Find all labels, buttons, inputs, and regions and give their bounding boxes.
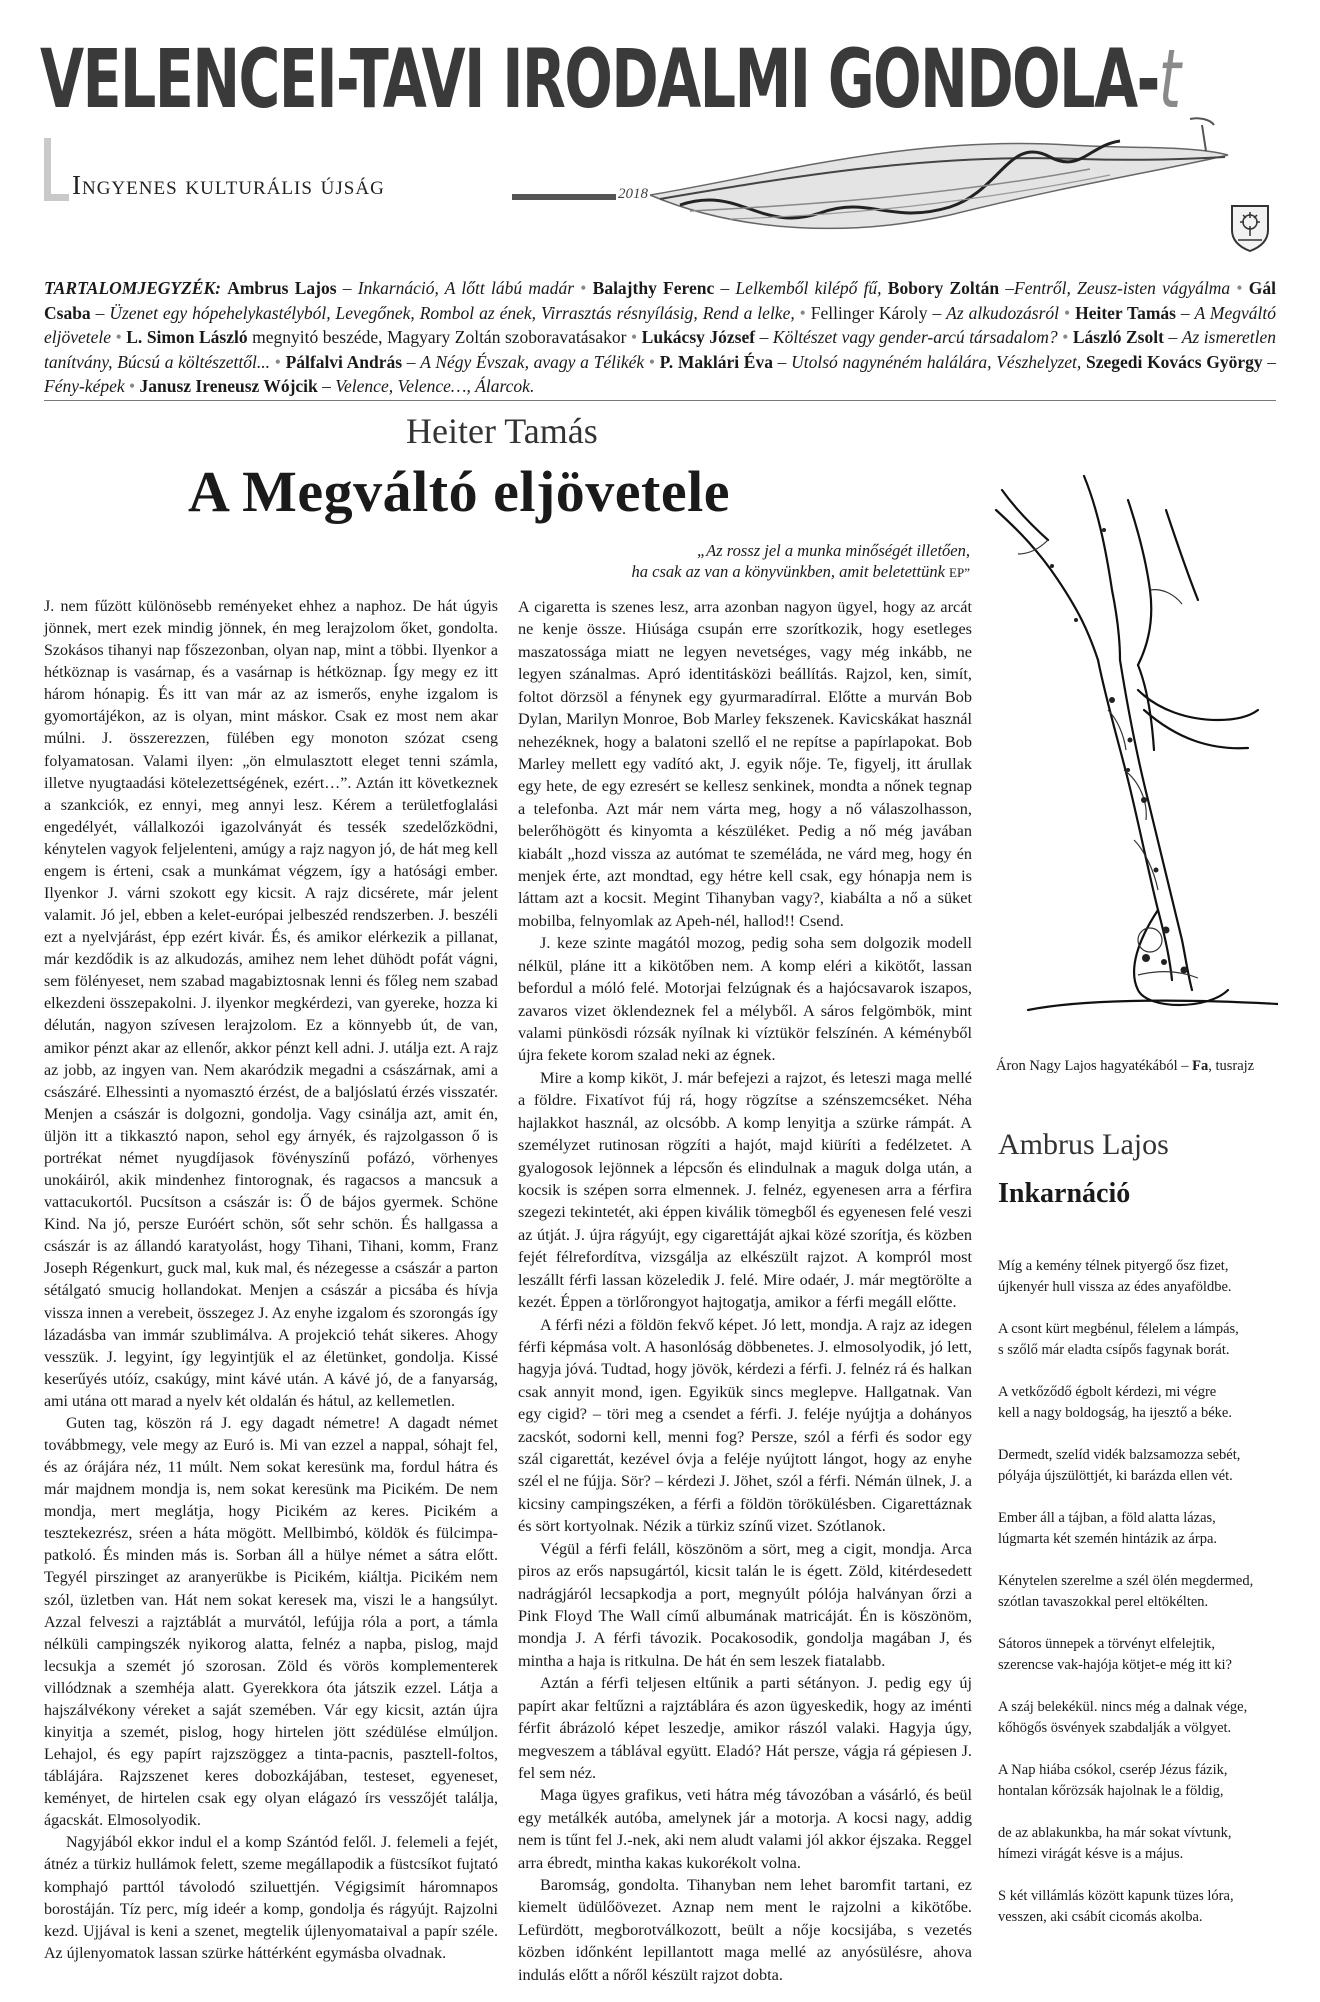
- toc-author: Lukácsy József: [641, 327, 756, 348]
- toc-author: Janusz Ireneusz Wójcik: [139, 376, 318, 397]
- paragraph: Maga ügyes grafikus, veti hátra még távozóban a vásárló, és beül egy metálkék autóba, amelynek jár a motorja. A kocsi nagy, addig nem is tűnt fel J.-nek, aki nem aludt valami jól akkor éjszaka. Reggel arra ébredt, mintha kakas kukorékolt volna.: [518, 1786, 972, 1872]
- poem-title: Inkarnáció: [998, 1178, 1131, 1209]
- poem-line: pólyája újszülöttjét, ki barázda ellen vét.: [998, 1468, 1233, 1484]
- article-title: A Megváltó eljövetele: [188, 459, 730, 524]
- toc-author: Szegedi Kovács György: [1085, 351, 1263, 372]
- toc-works: Fény-képek: [44, 376, 125, 397]
- poem-line: újkenyér hull vissza az édes anyaföldbe.: [998, 1279, 1232, 1295]
- toc-works: Az alkudozásról: [946, 302, 1060, 323]
- toc-author: L. Simon László: [126, 327, 248, 348]
- poem-stanza: [998, 1256, 1278, 1298]
- toc-author: Gál Csaba: [44, 278, 1276, 323]
- poem-line: lúgmarta két szemén hintázik az árpa.: [998, 1531, 1218, 1547]
- toc-author: Fellinger Károly: [810, 302, 928, 323]
- paragraph: J. nem fűzött különösebb reményeket ehhez a naphoz. De hát úgyis jönnek, mert ezek mindig jönnek, én meg lerajzolom őket, gondolta. Szokásos tihanyi nap főszezonban, olyan nap, mint a többi. Ilyenkor a hétköznap is vasárnap, és a vasárnap is hétköznap. Így megy ez itt három hónapig. És itt van már az az ismerős, enyhe izgalom is gyomortájékon, az is olyan, mint máskor. Csak ez most nem akar múlni. J. összerezzen, fülében egy monoton szózat cseng folyamatosan. Valami ilyen: „ön elmulasztott eleget tenni számla, illetve nyugtaadási kötelezettségének, ezért…”. Aztán itt következnek a szankciók, ez ennyi, meg annyi lesz. Kérem a területfoglalási engedélyét, vállalkozói igazolványát és tessék szedelőzködni, kénytelen vagyok feljelenteni, amúgy a rajz nagyon jó, de hát meg kell engem is érteni, csak a munkámat végzem, így a hatósági ember. Ilyenkor J. várni szokott egy kicsit. A rajz dicsérete, már jelent valamit. Jó jel, ebben a kelet-európai jelbeszéd rendszerben. J. beszéli ezt a nyelvjárást, épp ezért kivár. És, és amikor elérkezik a pillanat, már kezdődik is az alkudozás, amihez nem lehet dühödt pofát vágni, sem fölényeset, nem szabad magabiztosnak lenni és főleg nem szabad elkezdeni összepakolni. J. ilyenkor megkérdezi, van gyereke, hozza ki délután, nagyon szívesen lerajzolom. Ez a könnyebb út, de van, amikor pénzt akar az ellenőr, akkor pénzt kell adni. J. utálja ezt. A rajz az jobb, az ingyen van. Nem akaródzik megadni a császárnak, ami a császáré. Elhessinti a nyomasztó érzést, de a baljóslatú érzés visszatér. Menjen a császár is dolgozni, gondolja. Vagy csinálja azt, amit én, üljön itt a tikkasztó napon, sehol egy árnyék, és rajzolgasson ő is portrékat német nyugdíjasok fövényszínű pofázó, vörhenyes unokáiról, akik mindenhez fintorognak, és ragacsos a mancsuk a vattacukortól. Pucsítson a császár is: Ő de bájos gyermek. Schöne Kind. Na jó, persze Euróért schön, sőt sehr schön. És hallgassa a császár is az állandó karatyolást, hogy Tihani, Tihani, komm, Franz Joseph Régenkurt, guck mal, kuk mal, és nézegesse a császár a parton sétálgató smucig hollandokat. Menjen a császár a picsába és hívja vissza innen a verebeit, összegez J. Az enyhe izgalom és szorongás így lázadásba van immár szublimálva. A projekció tehát sikeres. Ahogy vesszük. J. legyint, így legyintjük el az életünket, gondolja. Kissé keserűyés utóíz, csakúgy, mint kávé után. A kávé jó, de a fanyarság, ami utána ott marad a nyelv két oldalán és hátul, az kellemetlen.: [44, 598, 498, 1410]
- paragraph: Mire a komp kiköt, J. már befejezi a rajzot, és leteszi maga mellé a földre. Fixatívot fúj rá, hogy rögzítse a szénszemcséket. Néha hajlakkot használ, az olcsóbb. A komp lenyitja a szürke rámpát. A személyzet rutinosan rögzíti a hajót, majd kiüríti a fedélzetet. A gyalogosok lejönnek a lépcsőn és elindulnak a maguk dolga után, a kocsik is szépen sorra elmennek. J. felnéz, egyenesen arra a férfira szegezi tekintetét, aki éppen kiválik tömegből és egyenesen felé veszi az útját. J. újra rágyújt, egy cigarettáját ajkai közé szorítja, és közben fejét félrefordítva, vizsgálja az elkészült rajzot. A kompról most leszállt férfi lassan közeledik J. felé. Mire odaér, J. már megtörölte a kezét. Éppen a törlőrongyot hajtogatja, amikor a férfi megáll előtte.: [518, 1068, 972, 1312]
- poem-stanza: [998, 1760, 1278, 1802]
- toc-author: László Zsolt: [1072, 327, 1164, 348]
- toc-works: Költészet vagy gender-arcú társadalom?: [772, 327, 1058, 348]
- masthead-subtitle: Ingyenes kulturális újság: [72, 170, 385, 200]
- poem-line: hontalan kőrözsák hajolnak le a földig,: [998, 1783, 1224, 1799]
- poem-stanza: [998, 1571, 1278, 1613]
- coat-of-arms-icon: [1230, 204, 1270, 252]
- paragraph: Baromság, gondolta. Tihanyban nem lehet baromfit tartani, ez kiemelt üdülőövezet. Aznap nem ment le rajzolni a kikötőbe. Lefürdött, megborotválkozott, beült a nője kocsijába, s vezetés közben időnként lepillantott maga mellé az anyósülésre, ahova indulás előtt a nőről készült rajzot dobta.: [518, 1876, 972, 1984]
- masthead-bracket: [44, 138, 69, 201]
- toc-works: Lelkemből kilépő fű,: [735, 278, 882, 298]
- masthead-rule: [512, 194, 616, 200]
- poem-line: A vetkőződő égbolt kérdezi, mi végre: [998, 1384, 1217, 1400]
- toc-works: A Négy Évszak, avagy a Télikék: [420, 351, 645, 372]
- poem-stanza: [998, 1886, 1278, 1928]
- masthead-title-tail: t: [1158, 33, 1180, 128]
- toc-author: Bobory Zoltán: [887, 278, 1000, 298]
- article-motto: [560, 540, 970, 583]
- toc-label: TARTALOMJEGYZÉK:: [44, 278, 221, 298]
- paragraph: A férfi nézi a földön fekvő képet. Jó lett, mondja. A rajz az idegen férfi képmása volt. A hasonlóság döbbenetes. J. elmosolyodik, jó lett, hagyja jóvá. Tudtad, hogy jövök, kérdezi a férfi. J. felnéz rá és halkan csak annyit mond, igen. Egyikük sincs meglepve. Hallgatnak. Van egy cigid? – töri meg a csendet a férfi. J. feléje nyújtja a dohányos zacskót, sodorni kell, menni fog? Persze, szól a férfi és sodor egy szál cigarettát, kezével óvja a feléje nyújtott lángot, hogy az enyhe szél el ne fújja. Sör? – kérdezi J. Jöhet, szól a férfi. Némán ülnek, J. a kicsiny campingszéken, a férfi a földön törökülésben. Cigarettáznak és sört kortyolnak. Nézik a türkiz színű vizet. Szótlanok.: [518, 1315, 972, 1536]
- poem-line: Kénytelen szerelme a szél ölén megdermed,: [998, 1573, 1254, 1589]
- poem-stanza: [998, 1508, 1278, 1550]
- masthead-title-main: VELENCEI-TAVI IRODALMI GONDOLA-: [40, 33, 1159, 128]
- poem-line: de az ablakunkba, ha már sokat vívtunk,: [998, 1825, 1232, 1841]
- toc-author: P. Maklári Éva: [659, 351, 773, 372]
- caption-suffix: , tusrajz: [1208, 1058, 1255, 1074]
- toc-works: Üzenet egy hópehelykastélyból, Levegőnek, Rombol az ének, Virrasztás résnyílásig, Rend a lelke,: [109, 302, 795, 323]
- toc-author: Ambrus Lajos: [227, 278, 337, 298]
- masthead-title: [40, 33, 1180, 128]
- toc-works: A Megváltó eljövetele: [44, 302, 1277, 348]
- poem-line: A csont kürt megbénul, félelem a lámpás,: [998, 1321, 1239, 1337]
- poem-line: vesszen, aki csábít cicomás akolba.: [998, 1909, 1203, 1925]
- poem-stanza: [998, 1382, 1278, 1424]
- poem-line: kell a nagy boldogság, ha ijesztő a béke.: [998, 1405, 1232, 1421]
- poem-line: A Nap hiába csókol, cserép Jézus fázik,: [998, 1762, 1228, 1778]
- poem-line: Ember áll a tájban, a föld alatta lázas,: [998, 1510, 1216, 1526]
- toc-author: Pálfalvi András: [285, 351, 403, 372]
- illustration-caption: [996, 1058, 1254, 1075]
- article-column-1: [44, 596, 498, 1965]
- poem-line: s szőlő már eladta csípős fagynak borát.: [998, 1342, 1230, 1358]
- caption-prefix: Áron Nagy Lajos hagyatékából –: [996, 1058, 1189, 1074]
- poem-line: Míg a kemény télnek pityergő ősz fizet,: [998, 1258, 1229, 1274]
- paragraph: Végül a férfi feláll, köszönöm a sört, meg a cigit, mondja. Arca piros az erős napsugártól, kicsit talán le is égett. Zöld, kitérdesedett nadrágjáról lecsapkodja a port, megnyúlt pólója halványan őrzi a Pink Floyd The Wall című albumának matricáját. Én is köszönöm, mondja J. A férfi távozik. Pocakosodik, gondolja magában J, és mintha a haja is ritkulna. De hát én sem leszek fiatalabb.: [518, 1539, 972, 1670]
- divider: [44, 400, 1276, 401]
- toc-works: Az ismeretlen tanítvány, Búcsú a költészettől...: [44, 327, 1277, 372]
- toc-works: Fentről, Zeusz-isten vágyálma: [1014, 278, 1231, 298]
- poem-author: Ambrus Lajos: [998, 1128, 1169, 1161]
- poem-line: Dermedt, szelíd vidék balzsamozza sebét,: [998, 1447, 1241, 1463]
- poem-stanza: [998, 1697, 1278, 1739]
- poem-stanza: [998, 1634, 1278, 1676]
- toc-author: Heiter Tamás: [1075, 302, 1176, 323]
- paragraph: J. keze szinte magától mozog, pedig soha sem dolgozik modell nélkül, pláne itt a kikötőben nem. A komp eléri a kikötőt, lassan befordul a móló felé. Motorjai felzúgnak és a hajócsavarok iszapos, zavaros vizet öklendeznek fel a mélyből. A sáros felgömbök, mint valami pünkösdi rózsák nyílnak ki víztükör felszínén. A kéményből újra fekete korom szalad neki az égnek.: [518, 934, 972, 1065]
- toc-works: Velence, Velence…, Álarcok.: [335, 376, 535, 397]
- poem-line: Sátoros ünnepek a törvényt elfelejtik,: [998, 1636, 1216, 1652]
- paragraph: Guten tag, köszön rá J. egy dagadt németre! A dagadt német továbbmegy, vele megy az Euró is. Mi van ezzel a nappal, sóhajt fel, és az órájára néz, 11 múlt. Nem sokat keresünk ma, fordul hátra és már majdnem mondja is, nem sokat keresünk ma Picikém. De nem mondja, mert meglátja, hogy Picikém az keres. Picikém a tesztekezrész, sréen a háta mögött. Mellbimbó, köldök és fülcimpa-patkoló. És minden más is. Sorban áll a hülye német a sátra előtt. Tegyél pirszinget az aranyerükbe is Picikém, kiáltja. Picikém nem szól, üzletben van. Hát nem sokat keresek ma, viszi le a hangsúlyt. Azzal felveszi a rajztáblát a murvától, lefújja róla a port, a támla nélküli campingszék nyikorog alatta, felnéz a napba, pislog, majd lecsukja a szemét jó szorosan. Zöld és vörös komplementerek villódznak a szemhéja alatt. Gyerekkora óta játszik ezzel. Látja a hajszálvékony véreket a saját szemében. Vár egy kicsit, aztán újra kinyitja a szemét, pislog, hogy hirtelen jött szédülése elmúljon. Lehajol, és egy papírt rajzszöggez a tinta-pacnis, pasztell-foltos, táblájára. Rajzszenet keres dobozkájában, testeset, egyeneset, keményet, de hirtelen csak egy olyan elágazó írs vesszőjét találja, ágacskát. Elmosolyodik.: [44, 1414, 498, 1830]
- paragraph: Nagyjából ekkor indul el a komp Szántód felől. J. felemeli a fejét, átnéz a türkiz hullámok felett, szeme megállapodik a füstcsíkot fujtató komphajó parttól távolodó sziluettjén. Végigsimít háromnapos borostáján. Tíz perc, míg ideér a komp, gondolja és rágyújt. Rajzolni kezd. Ujjával is keni a szenet, megtelik újlenyomataival a papír széle. Az újlenyomatok lassan szürke háttérként egymásba olvadnak.: [44, 1834, 498, 1962]
- poem-line: kőhögős ösvények szabdalják a völgyet.: [998, 1720, 1232, 1736]
- paragraph: Aztán a férfi teljesen eltűnik a parti sétányon. J. pedig egy új papírt akar feltűzni a rajztáblára és azon ügyeskedik, hogy az iménti férfit ábrázoló képet leszedje, amikor rászól valaki. Hagyja úgy, megveszem a táblával együtt. Eladó? Hát persze, vágja rá gépiesen J. fel sem néz.: [518, 1674, 972, 1782]
- toc-works: megnyitó beszéde, Magyary Zoltán szoboravatásakor: [252, 327, 627, 348]
- motto-line: „Az rossz jel a munka minőségét illetően,: [697, 541, 970, 560]
- masthead-year: 2018: [618, 186, 648, 202]
- motto-signature: EP”: [949, 565, 970, 580]
- article-author: Heiter Tamás: [406, 411, 598, 451]
- poem-line: szerencse vak-hajója kötjet-e még itt ki?: [998, 1657, 1232, 1673]
- poem-body: [998, 1256, 1278, 1949]
- tree-illustration: [988, 470, 1278, 1040]
- paragraph: A cigaretta is szenes lesz, arra azonban nagyon ügyel, hogy az arcát ne kenje össze. Hiúsága csupán erre szorítkozik, hogy esetleges maszatossága miatt ne legyen nevetséges, vagy még inkább, ne legyen szánalmas. Apró identitásközi beállítás. Rajzol, ken, simít, foltot dörzsöl a fénynek egy gyurmaradírral. Előtte a murván Bob Dylan, Marilyn Monroe, Bob Marley fekszenek. Kavicskákat használ nehezéknek, hogy a balatoni szellő el ne repítse a papírlapokat. Bob Marley mellett egy vadító akt, J. egyik nője. Te, figyelj, itt árullak egy hete, de egy ezresért se kellesz senkinek, mondta a nőnek tegnap a telefonba. Azt már nem várta meg, hogy a nő válaszolhasson, belerőhögött és kinyomta a készüléket. Pedig a nő még javában kiabált „hozd vissza az autómat te személáda, ne várd meg, hogy én menjek érte, azt mondtad, egy hétre kell csak, egy hónapja nem is láttam azt a kocsit. Megint Tihanyban vagy?, kiabálta a nő a süket mobilba, felnyomlak az Apeh-nél, hallod!! Csend.: [518, 598, 972, 930]
- motto-line: ha csak az van a könyvünkben, amit beletettünk: [631, 562, 945, 581]
- poem-line: szótlan tavaszokkal perel eltökélten.: [998, 1594, 1209, 1610]
- poem-line: A száj belekékül. nincs még a dalnak vége,: [998, 1699, 1248, 1715]
- poem-line: hímezi virágát késve is a május.: [998, 1846, 1184, 1862]
- article-column-2: [518, 596, 972, 1986]
- toc-works: Inkarnáció, A lőtt lábú madár: [357, 278, 575, 298]
- poem-line: S két villámlás között kapunk tüzes lóra,: [998, 1888, 1234, 1904]
- poem-stanza: [998, 1823, 1278, 1865]
- poem-stanza: [998, 1319, 1278, 1361]
- toc-author: Balajthy Ferenc: [592, 278, 715, 298]
- caption-title: Fa: [1192, 1058, 1209, 1074]
- toc-works: Utolsó nagynéném halálára, Vészhelyzet,: [791, 351, 1082, 372]
- poem-stanza: [998, 1445, 1278, 1487]
- table-of-contents: TARTALOMJEGYZÉK: Ambrus Lajos – Inkarnáció, A lőtt lábú madár • Balajthy Ferenc – Lelkemből kilépő fű, Bobory Zoltán –Fentről, Zeusz-isten vágyálma • Gál Csaba – Üzenet egy hópehelykastélyból, Levegőnek, Rombol az ének, Virrasztás résnyílásig, Rend a lelke, • Fellinger Károly – Az alkudozásról • Heiter Tamás – A Megváltó eljövetele • L. Simon László megnyitó beszéde, Magyary Zoltán szoboravatásakor • Lukácsy József – Költészet vagy gender-arcú társadalom? • László Zsolt – Az ismeretlen tanítvány, Búcsú a költészettől... • Pálfalvi András – A Négy Évszak, avagy a Télikék • P. Maklári Éva – Utolsó nagynéném halálára, Vészhelyzet, Szegedi Kovács György – Fény-képek • Janusz Ireneusz Wójcik – Velence, Velence…, Álarcok.: [44, 278, 1277, 397]
- gondola-logo: [650, 115, 1230, 245]
